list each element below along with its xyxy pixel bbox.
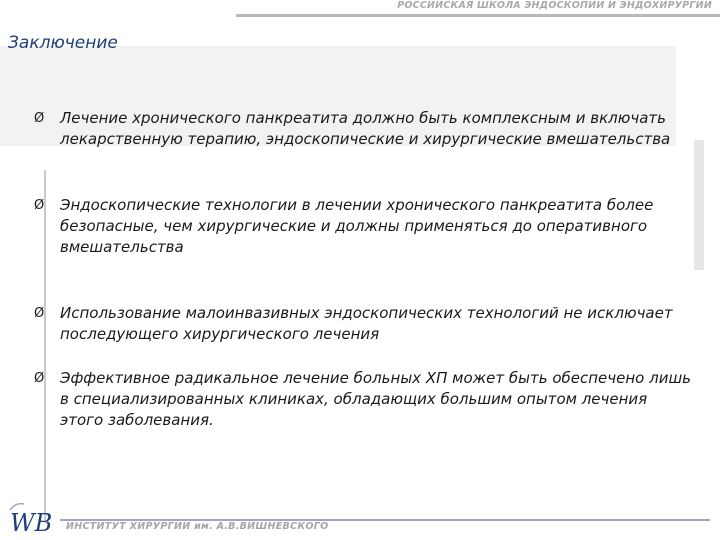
- bullet-item: [34, 368, 694, 431]
- bullet-text: Использование малоинвазивных эндоскопических технологий не исключает последующего хирургического лечения: [60, 304, 673, 343]
- bullet-item: [34, 108, 694, 150]
- content-shadow: [694, 140, 704, 270]
- arrow-bullet-icon: Ø: [34, 306, 45, 321]
- arrow-bullet-icon: Ø: [34, 111, 45, 126]
- arrow-bullet-icon: Ø: [34, 371, 45, 386]
- bullet-text: Лечение хронического панкреатита должно быть комплексным и включать лекарственную терапию, эндоскопические и хирургические вмешательства: [60, 109, 671, 148]
- arrow-bullet-icon: Ø: [34, 198, 45, 213]
- bullet-item: [34, 303, 694, 345]
- bullet-item: [34, 195, 694, 258]
- logo-text: WB: [10, 509, 53, 536]
- header-rule: [236, 14, 720, 17]
- bullet-text: Эффективное радикальное лечение больных ХП может быть обеспечено лишь в специализированных клиниках, обладающих большим опытом лечения этого заболевания.: [60, 369, 692, 429]
- institute-logo-icon: [6, 498, 58, 536]
- slide-title: Заключение: [8, 33, 118, 53]
- school-name: РОССИЙСКАЯ ШКОЛА ЭНДОСКОПИИ И ЭНДОХИРУРГИИ: [397, 0, 712, 11]
- bullet-text: Эндоскопические технологии в лечении хронического панкреатита более безопасные, чем хирургические и должны применяться до оперативного вмешательства: [60, 196, 654, 256]
- institute-name: ИНСТИТУТ ХИРУРГИИ им. А.В.ВИШНЕВСКОГО: [66, 521, 329, 532]
